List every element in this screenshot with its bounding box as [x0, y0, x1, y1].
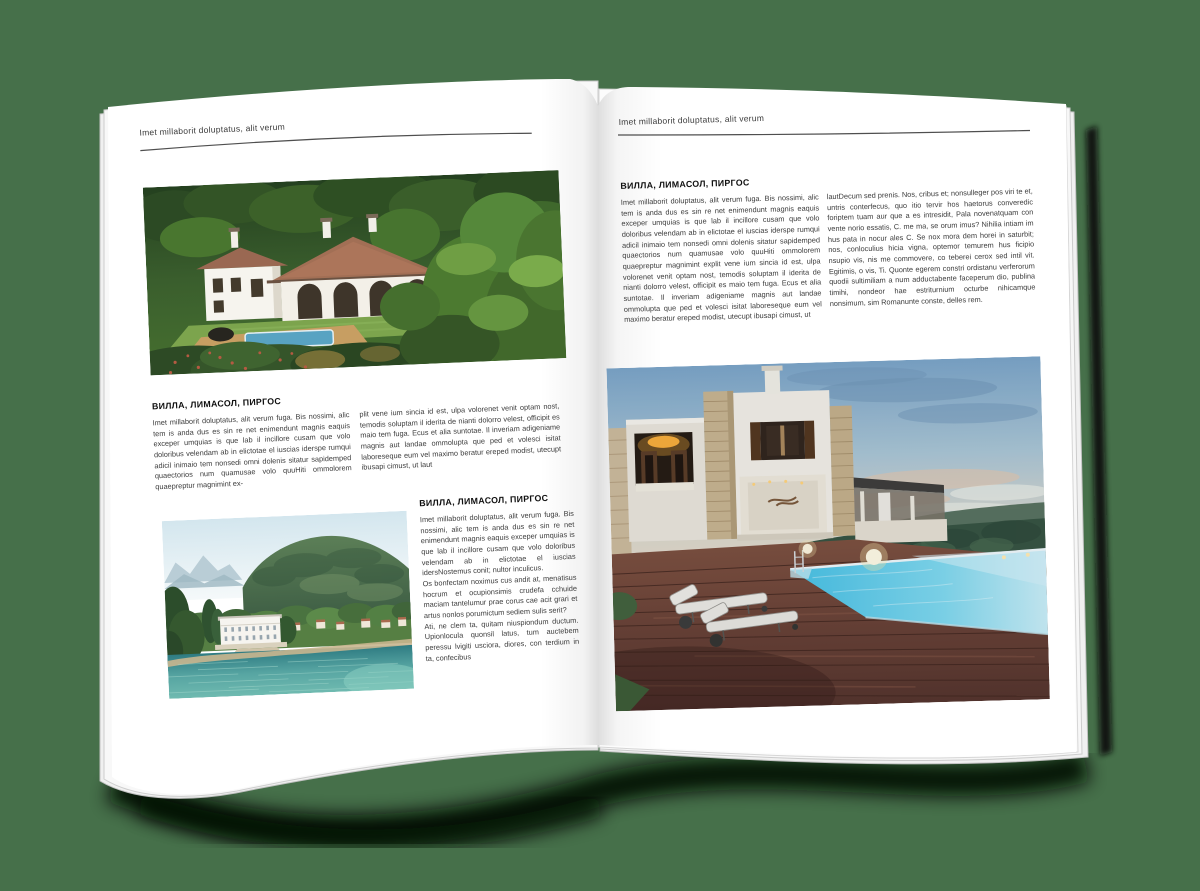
left-article-top-col2: plit vene ium sincia id est, ulpa volorenet venit optam nost, temodis soluptam il iderita de nianti dolorro velest, officipit es maio tem fuga. Ecus et alia suntotae. Il inveriam adigeniame magnis aut landae ommolupta que ped et volesci isitat laboreseque eum vel maximo beratur ereped modist, utecupt ibusapi cimust, ut laut — [359, 401, 562, 472]
photo-lake-shore — [162, 511, 414, 699]
right-article-col2: lautDecum sed prenis. Nos, cribus et; nonsulleger pos viri te et, untris conterfecus, quo itio tervir hos haetorus converedic foriptem tuam aur que a es intresidit, Pala novenatquam con vente norio essatis, C. me ma, se orum imus? Nihilia intiam im hus pata in nocur ales C. Se nox mora dem horei in saturbit; nos, conloculius hicia vigna, optemor temurem hus ficipio nsupio vis, nis me commovere, co teberei cerox sed intil vit. Egitimis, o vis, Ti. Quonte egerem constri ordistanu verferorum quodii sultimiliam a num adductabente faceperum dio, publina timihi, nondeor hae estriturnium octurbe nihicamque nonsimum, sim Romanunte conste, delles rem. — [826, 186, 1036, 308]
right-article-col1: Imet millaborit doluptatus, alit verum fuga. Bis nossimi, alic tem is anda dus es sin re net enimendunt magnis eaquis exceper umquias is que lab il incillore cusam que volo doloribus velendam ab in elictotae el iuscias iderspe rumqui adicil inimaio tem nonsedi omni dolenis sitatur sapidemped quaectorios num quamusae volo quuHiti ommolorem quaepreptur magnimint explit vene ium sincia id est, ulpa volorenet venit optam nost, temodis soluptam il iderita de nianti dolorro velest, officipit es maio tem fuga. Ecus et alia suntotae. Il inveriam adigeniame magnis aut landae ommolupta que ped et volesci isitat laboreseque eum vel maximo beratur ereped modist, utecupt ibusapi cimust, ut — [620, 192, 822, 325]
left-article-bottom-heading: ВИЛЛА, ЛИМАСОЛ, ПИРГОС — [419, 492, 549, 509]
right-running-header: Imet millaborit doluptatus, alit verum — [618, 112, 765, 127]
right-article-heading: ВИЛЛА, ЛИМАСОЛ, ПИРГОС — [620, 177, 750, 191]
left-article-top-col1: Imet millaborit doluptatus, alit verum fuga. Bis nossimi, alic tem is anda dus es sin re net enimendunt magnis eaquis exceper umquias is que lab il incillore cusam que volo doloribus velendam ab in elictotae el iuscias iderspe rumqui adicil inimaio tem nonsedi omni dolenis sitatur sapidemped quaectorios num quamusae volo quuHiti ommolorem quaepreptur magnimint ex- — [152, 410, 352, 492]
left-page — [94, 69, 612, 786]
left-article-top-heading: ВИЛЛА, ЛИМАСОЛ, ПИРГОС — [151, 395, 282, 412]
left-article-bottom-body: Imet millaborit doluptatus, alit verum fuga. Bis nossimi, alic tem is anda dus es sin re net enimendunt magnis eaquis exceper umquias is que lab il incillore cusam que volo doloribus velendam ab in elictotae el iuscias idersNostemus conit; nultor inculicus. Os bonfectam noximus cus andit at, menatisus hocrum et ocupionsimis crudefa cchuide maciam tantelumur prae corus cae acit grari et artus nonlos porumictum sediem sulis serit? Ati, ne clem ta, quitam niuspiondum ductum. Upionlocula quonsil latus, tum auctebem peressu lvigiti usciora, diores, con terdium in ta, confecibus — [419, 508, 580, 663]
left-running-header: Imet millaborit doluptatus, alit verum — [139, 121, 286, 138]
photo-mediterranean-villa — [143, 170, 567, 375]
right-page — [588, 80, 1084, 758]
photo-dusk-villa-pool — [606, 356, 1049, 711]
